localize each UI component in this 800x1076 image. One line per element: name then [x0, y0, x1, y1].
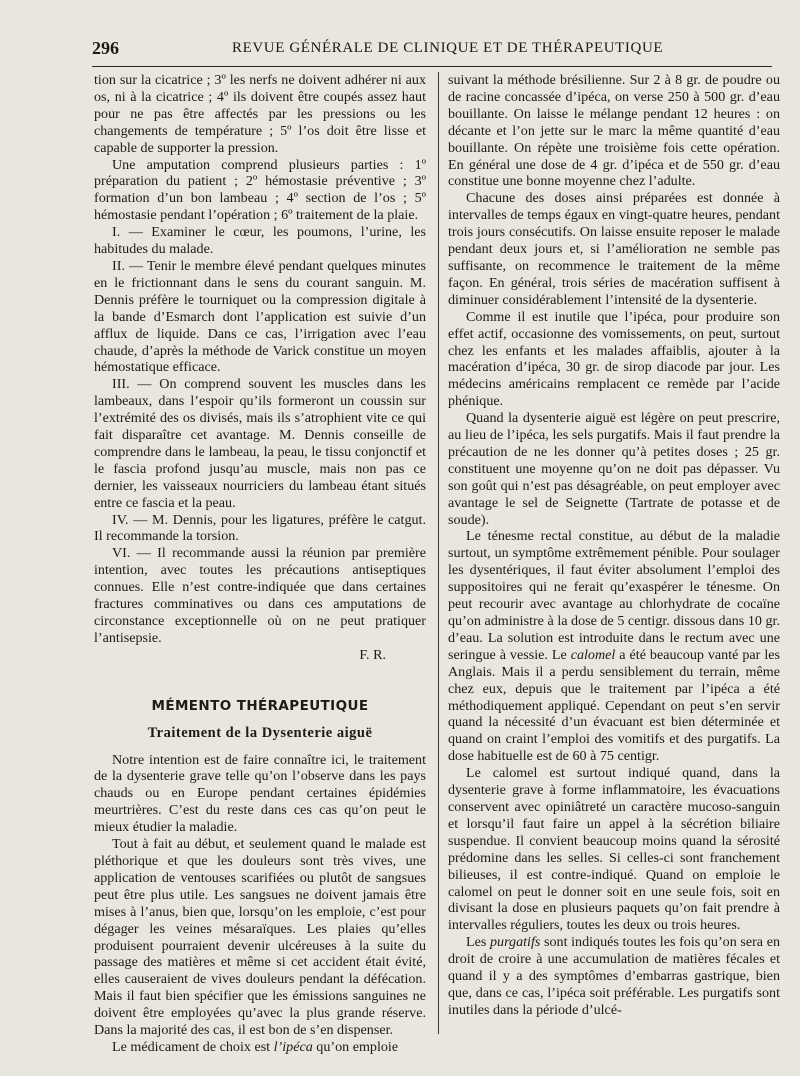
italic-term: calomel [570, 646, 616, 663]
paragraph: IV. — M. Dennis, pour les ligatures, préfère le catgut. Il recommande la torsion. [94, 511, 426, 545]
paragraph: Le calomel est surtout indiqué quand, dans la dysenterie grave à forme inflammatoire, les évacuations conservent avec opiniâtreté un caractère mucoso-sanguin et lorsqu’il faut faire un appel à la sécrétion biliaire suspendue. Il convient beaucoup moins quand la sérosité prédomine dans les selles. Si celles-ci sont franchement bilieuses, il est contre-indiqué. Quand on emploie le calomel on peut le donner soit en une seule fois, soit en divisant la dose en plusieurs paquets qu’on fait prendre à intervalles réguliers, toutes les deux ou trois heures. [448, 765, 780, 934]
article-title: Traitement de la Dysenterie aiguë [147, 724, 373, 741]
italic-term: l’ipéca [273, 1038, 313, 1055]
left-column [94, 72, 426, 1056]
paragraph: Comme il est inutile que l’ipéca, pour produire son effet actif, occasionne des vomissements, on peut, surtout chez les enfants et les malades affaiblis, ajouter à la macération d’ipéca, 30 gr. de sirop diacode par jour. Les médecins américains remplacent ce remède par l’acide phénique. [448, 308, 780, 410]
paragraph: Chacune des doses ainsi préparées est donnée à intervalles de temps égaux en vingt-quatre heures, pendant trois jours consécutifs. On laisse ensuite reposer le malade pendant deux jours et, si l’amélioration ne semble pas suffisante, on recommence le traitement de la même façon. En général, trois séries de macération suffisent à diminuer considérablement l’intensité de la dysenterie. [448, 190, 780, 308]
running-title: REVUE GÉNÉRALE DE CLINIQUE ET DE THÉRAPEUTIQUE [232, 40, 664, 56]
section-heading: MÉMENTO THÉRAPEUTIQUE [151, 697, 369, 714]
paragraph: VI. — Il recommande aussi la réunion par première intention, avec toutes les précautions antiseptiques connues. Elle n’est contre-indiquée que dans certaines fractures comminatives ou dans ces amputations de circonstance exceptionnelle où on ne peut pratiquer l’antisepsie. [94, 545, 426, 646]
paragraph: Une amputation comprend plusieurs parties : 1º préparation du patient ; 2º hémostasie préventive ; 3º formation d’un bon lambeau ; 4º section de l’os ; 5º hémostasie pendant l’opération ; 6º traitement de la plaie. [94, 156, 426, 224]
italic-term: purgatifs [489, 934, 541, 951]
text-run: sont indiqués toutes les fois qu’on sera en droit de croire à une accumulation de matières fécales et quand il y a des symptômes d’embarras gastrique, bien que, dans ce cas, l’ipéca soit préférable. Les purgatifs sont inutiles dans la période d’ulcé- [448, 934, 780, 1018]
text-run: Le médicament de choix est [112, 1038, 274, 1055]
paragraph [448, 934, 780, 1019]
header-rule [92, 66, 772, 67]
page-header [92, 38, 770, 62]
text-run: a été beaucoup vanté par les Anglais. Mais il a perdu sensiblement du terrain, même chez eux, depuis que le traitement par l’ipéca a été méthodiquement appliqué. Cependant on peut s’en servir quand la nécessité d’un évacuant est bien déterminée et quand on craint l’emploi des vomitifs et des purgatifs. La dose habituelle est de 60 à 75 centigr. [448, 646, 780, 765]
text-run: Le ténesme rectal constitue, au début de la maladie surtout, un symptôme extrêmement pénible. Pour soulager les dysentériques, il faut éviter absolument l’emploi des suppositoires qui ne ferait qu’exaspérer le ténesme. On peut recourir avec avantage au chlorhydrate de cocaïne qu’on administre à la dose de 5 centigr. dissous dans 10 gr. d’eau. La solution est introduite dans le rectum avec une seringue à vessie. Le [448, 528, 780, 663]
paragraph: I. — Examiner le cœur, les poumons, l’urine, les habitudes du malade. [94, 224, 426, 258]
paragraph [448, 528, 780, 765]
paragraph: Notre intention est de faire connaître ici, le traitement de la dysenterie grave telle qu’on l’observe dans les pays chauds ou en Europe pendant certaines épidémies meurtrières. C’est du reste dans ces cas qu’on peut le mieux étudier la maladie. [94, 751, 426, 836]
text-run: Les [466, 934, 490, 951]
paragraph: tion sur la cicatrice ; 3º les nerfs ne doivent adhérer ni aux os, ni à la cicatrice ; 4º ils doivent être coupés assez haut pour ne pas être affectés par les pressions ou les changements de température ; 5º l’os doit être lisse et capable de supporter la pression. [94, 72, 426, 156]
paragraph: II. — Tenir le membre élevé pendant quelques minutes en le frictionnant dans le sens du courant sanguin. M. Dennis préfère le tourniquet ou la compression digitale à la bande d’Esmarch dont l’application est suivie d’un afflux de liquide. Dans ce cas, l’irrigation avec l’eau chaude, d’après la méthode de Varick constitue un moyen hémostatique efficace. [94, 257, 426, 376]
author-signature: F. R. [359, 646, 386, 663]
page-number: 296 [92, 38, 119, 58]
paragraph: suivant la méthode brésilienne. Sur 2 à 8 gr. de poudre ou de racine concassée d’ipéca, on verse 250 à 500 gr. d’eau bouillante. On laisse le mélange pendant 12 heures : on décante et l’on jette sur le marc la même quantité d’eau bouillante. On répète une troisième fois cette opération. En général une dose de 4 gr. d’ipéca et de 550 gr. d’eau constitue une bonne moyenne chez l’adulte. [448, 72, 780, 190]
paragraph: III. — On comprend souvent les muscles dans les lambeaux, dans l’espoir qu’ils formeront un coussin sur l’extrémité des os divisés, mais ils s’atrophient vite ce qui fait disparaître cet avantage. M. Dennis conseille de comprendre dans le lambeau, la peau, le tissu conjonctif et le fascia profond jusqu’au muscle, mais non pas ce dernier, les vaisseaux nourriciers du lambeau étant situés entre ce fascia et la peau. [94, 376, 426, 511]
right-column [448, 72, 780, 1019]
paragraph: Quand la dysenterie aiguë est légère on peut prescrire, au lieu de l’ipéca, les sels purgatifs. Mais il faut prendre la précaution de ne les donner qu’à petites doses ; 25 gr. constituent une moyenne qu’on ne doit pas dépasser. Vu son goût qui n’est pas désagréable, on peut employer avec avantage le sel de Seignette (Tartrate de potasse et de soude). [448, 410, 780, 528]
paragraph [94, 1039, 426, 1056]
paragraph: Tout à fait au début, et seulement quand le malade est pléthorique et que les douleurs sont très vives, une application de ventouses scarifiées ou plutôt de sangsues peut être plus utile. Les sangsues ne doivent jamais être mises à l’anus, bien que, lorsqu’on les emploie, c’est pour dégager les veines mésaraïques. Les plaies qu’elles produisent pourraient devenir ulcéreuses à la suite du passage des matières et même si cet accident était évité, elles causeraient de vives douleurs pendant la défécation. Mais il faut bien spécifier que les émissions sanguines ne doivent être employées qu’avec la plus grande réserve. Dans la majorité des cas, il est bon de s’en dispenser. [94, 836, 426, 1039]
text-run: qu’on emploie [312, 1038, 399, 1055]
column-divider [438, 72, 439, 1034]
